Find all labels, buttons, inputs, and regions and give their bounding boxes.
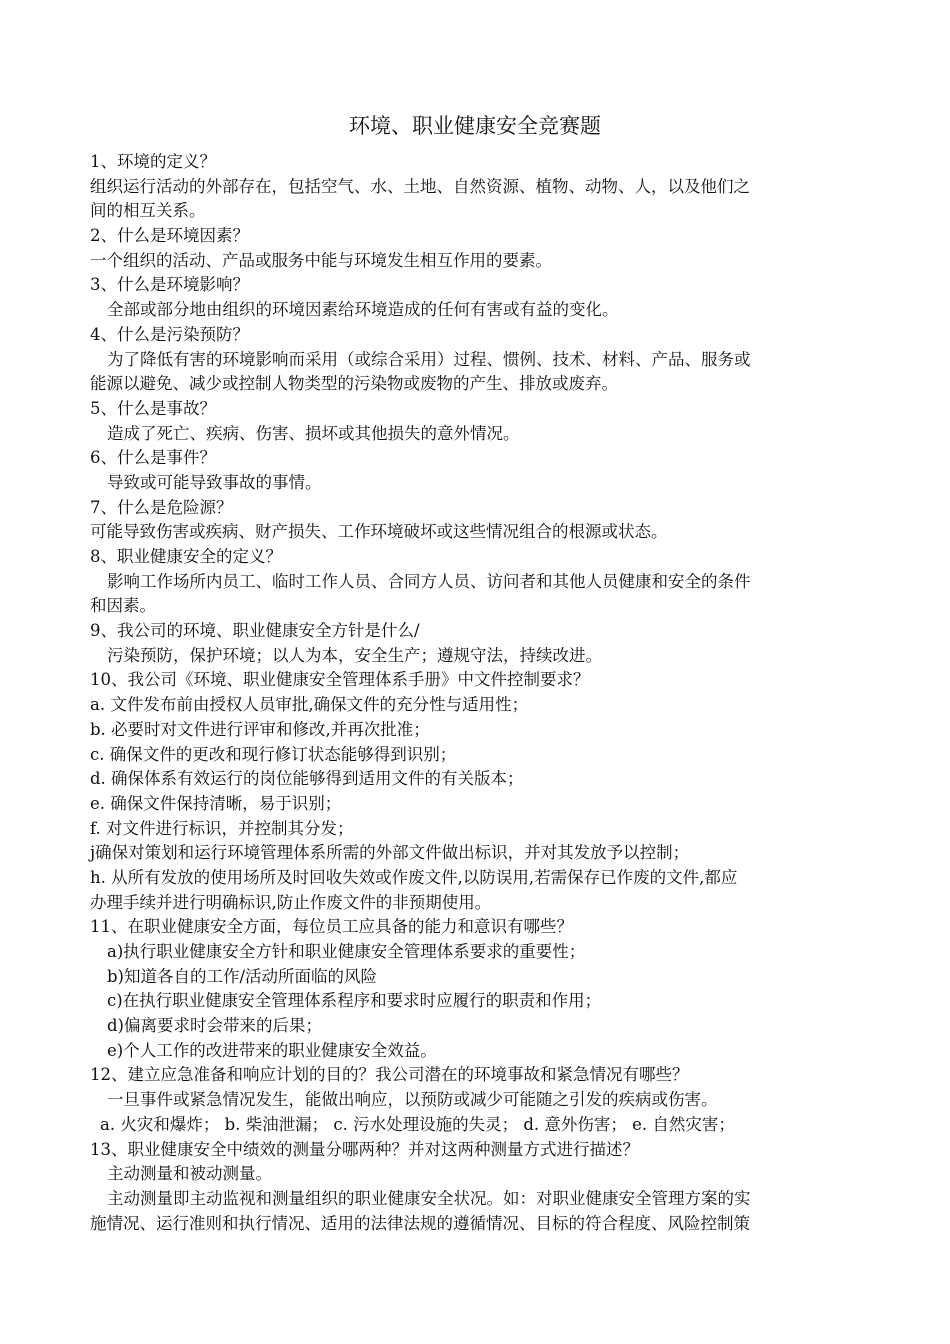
list-item: f. 对文件进行标识，并控制其分发； [90, 818, 354, 838]
question-line: 6、什么是事件？ [90, 448, 216, 468]
question-line: 4、什么是污染预防？ [90, 324, 249, 344]
list-item: e)个人工作的改进带来的职业健康安全效益。 [107, 1040, 437, 1060]
list-item: b)知道各自的工作/活动所面临的风险 [107, 966, 378, 986]
list-item: a)执行职业健康安全方针和职业健康安全管理体系要求的重要性； [107, 942, 586, 961]
answer-line: 一旦事件或紧急情况发生，能做出响应，以预防或减少可能随之引发的疾病或伤害。 [107, 1090, 718, 1110]
answer-line: 主动测量即主动监视和测量组织的职业健康安全状况。如：对职业健康安全管理方案的实 [107, 1188, 751, 1208]
question-line: 12、建立应急准备和响应计划的目的？我公司潜在的环境事故和紧急情况有哪些？ [90, 1065, 689, 1085]
question-line: 10、我公司《环境、职业健康安全管理体系手册》中文件控制要求？ [90, 670, 590, 690]
list-item: a. 文件发布前由授权人员审批,确保文件的充分性与适用性； [90, 695, 529, 715]
list-item-continuation: 办理手续并进行明确标识,防止作废文件的非预期使用。 [90, 892, 492, 912]
question-line: 7、什么是危险源？ [90, 497, 233, 517]
answer-line: 能源以避免、减少或控制人物类型的污染物或废物的产生、排放或废弃。 [90, 374, 618, 394]
list-item: e. 确保文件保持清晰，易于识别； [90, 793, 342, 813]
document-title: 环境、职业健康安全竞赛题 [349, 114, 601, 138]
list-item: h. 从所有发放的使用场所及时回收失效或作废文件,以防误用,若需保存已作废的文件,都应 [90, 867, 738, 887]
question-line: 8、职业健康安全的定义？ [90, 547, 282, 566]
question-line: 1、环境的定义？ [90, 152, 216, 171]
question-line: 9、我公司的环境、职业健康安全方针是什么/ [90, 621, 420, 641]
question-line: 11、在职业健康安全方面，每位员工应具备的能力和意识有哪些？ [90, 917, 573, 937]
answer-line: 施情况、运行准则和执行情况、适用的法律法规的遵循情况、目标的符合程度、风险控制策 [90, 1213, 750, 1233]
answer-line: 导致或可能导致事故的事情。 [107, 472, 322, 492]
answer-line: 影响工作场所内员工、临时工作人员、合同方人员、访问者和其他人员健康和安全的条件 [107, 571, 751, 591]
list-item: a. 火灾和爆炸； b. 柴油泄漏； c. 污水处理设施的失灵； d. 意外伤害； e. 自然灾害； [100, 1114, 735, 1134]
answer-line: 污染预防，保护环境；以人为本，安全生产；遵规守法，持续改进。 [107, 645, 602, 665]
list-item: c)在执行职业健康安全管理体系程序和要求时应履行的职责和作用； [107, 991, 602, 1011]
answer-line: 组织运行活动的外部存在，包括空气、水、土地、自然资源、植物、动物、人，以及他们之 [90, 176, 750, 196]
answer-line: 全部或部分地由组织的环境因素给环境造成的任何有害或有益的变化。 [107, 300, 619, 320]
list-item: d)偏离要求时会带来的后果； [107, 1016, 322, 1036]
question-line: 2、什么是环境因素？ [90, 226, 249, 246]
question-line: 5、什么是事故？ [90, 398, 216, 418]
list-item: j确保对策划和运行环境管理体系所需的外部文件做出标识，并对其发放予以控制； [90, 843, 690, 863]
list-item: c. 确保文件的更改和现行修订状态能够得到识别； [90, 744, 457, 764]
document-body [90, 150, 862, 1236]
question-line: 13、职业健康安全中绩效的测量分哪两种？并对这两种测量方式进行描述？ [90, 1139, 639, 1159]
answer-line: 可能导致伤害或疾病、财产损失、工作环境破坏或这些情况组合的根源或状态。 [90, 522, 668, 542]
list-item: b. 必要时对文件进行评审和修改,并再次批准； [90, 719, 430, 739]
answer-line: 和因素。 [90, 596, 156, 616]
question-line: 3、什么是环境影响？ [90, 275, 249, 295]
answer-line: 造成了死亡、疾病、伤害、损坏或其他损失的意外情况。 [107, 423, 520, 443]
list-item: d. 确保体系有效运行的岗位能够得到适用文件的有关版本； [90, 769, 524, 789]
answer-line: 主动测量和被动测量。 [107, 1164, 272, 1184]
answer-line: 间的相互关系。 [90, 201, 206, 221]
answer-line: 一个组织的活动、产品或服务中能与环境发生相互作用的要素。 [90, 250, 552, 270]
answer-line: 为了降低有害的环境影响而采用（或综合采用）过程、惯例、技术、材料、产品、服务或 [107, 349, 751, 369]
